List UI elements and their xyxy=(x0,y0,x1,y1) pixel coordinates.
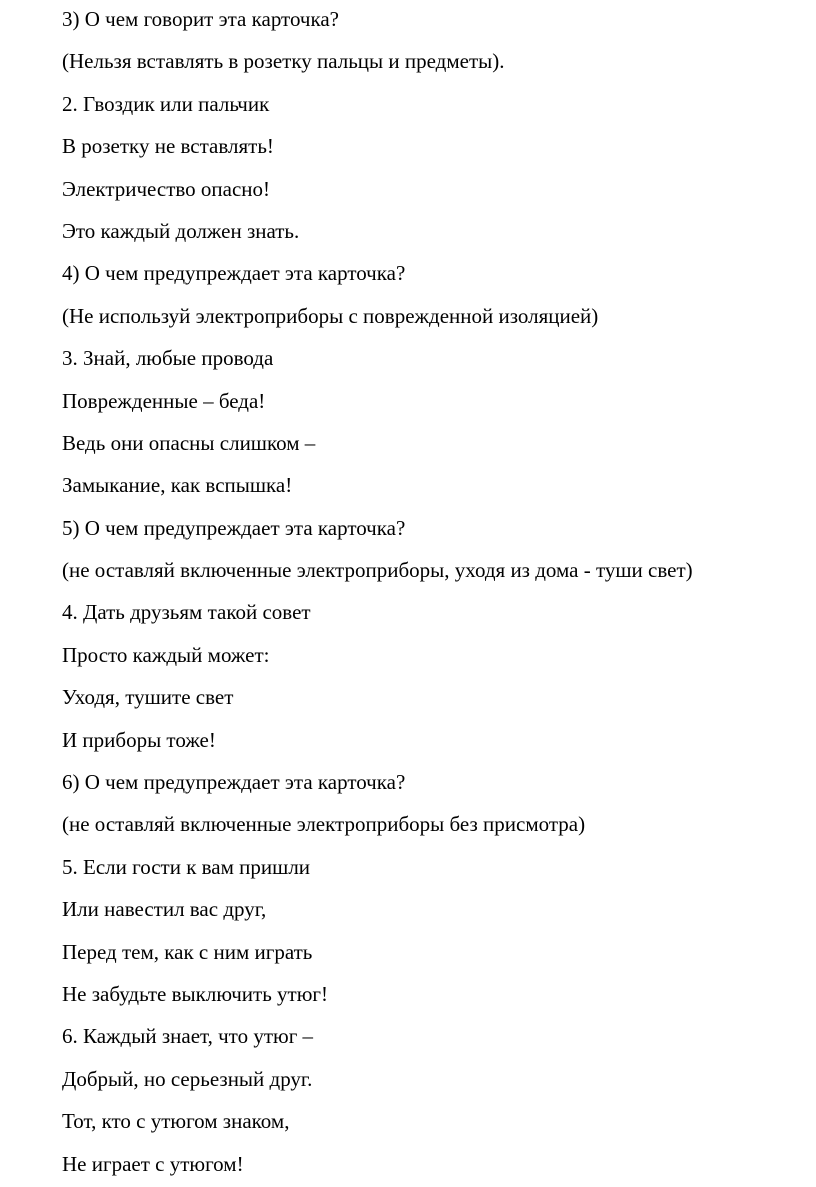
answer-5: (не оставляй включенные электроприборы, уходя из дома - туши свет) xyxy=(62,558,693,583)
poem-3-line-2: Поврежденные – беда! xyxy=(62,388,266,413)
answer-6: (не оставляй включенные электроприборы без присмотра) xyxy=(62,812,586,837)
poem-4-line-3: Уходя, тушите свет xyxy=(62,685,234,710)
poem-5-line-3: Перед тем, как с ним играть xyxy=(62,939,313,964)
poem-2-line-1: 2. Гвоздик или пальчик xyxy=(62,91,270,116)
poem-3-line-4: Замыкание, как вспышка! xyxy=(62,473,293,498)
poem-6-line-3: Тот, кто с утюгом знаком, xyxy=(62,1109,290,1134)
poem-2-line-4: Это каждый должен знать. xyxy=(62,218,300,243)
question-4: 4) О чем предупреждает эта карточка? xyxy=(62,261,406,286)
poem-3-line-1: 3. Знай, любые провода xyxy=(62,346,274,371)
question-5: 5) О чем предупреждает эта карточка? xyxy=(62,515,406,540)
poem-4-line-4: И приборы тоже! xyxy=(62,727,216,752)
answer-3: (Нельзя вставлять в розетку пальцы и предметы). xyxy=(62,49,505,74)
poem-4-line-2: Просто каждый может: xyxy=(62,642,270,667)
question-3: 3) О чем говорит эта карточка? xyxy=(62,7,339,31)
poem-6-line-2: Добрый, но серьезный друг. xyxy=(62,1066,313,1091)
question-6: 6) О чем предупреждает эта карточка? xyxy=(62,770,406,795)
poem-3-line-3: Ведь они опасны слишком – xyxy=(62,430,316,455)
poem-4-line-1: 4. Дать друзьям такой совет xyxy=(62,600,311,625)
poem-5-line-1: 5. Если гости к вам пришли xyxy=(62,854,311,879)
poem-2-line-2: В розетку не вставлять! xyxy=(62,134,274,159)
answer-4: (Не используй электроприборы с поврежденной изоляцией) xyxy=(62,303,599,328)
poem-6-line-1: 6. Каждый знает, что утюг – xyxy=(62,1024,314,1049)
poem-2-line-3: Электричество опасно! xyxy=(62,176,271,201)
poem-6-line-4: Не играет с утюгом! xyxy=(62,1151,244,1176)
poem-5-line-2: Или навестил вас друг, xyxy=(62,897,267,922)
document-page xyxy=(62,0,812,1187)
poem-5-line-4: Не забудьте выключить утюг! xyxy=(62,981,328,1006)
